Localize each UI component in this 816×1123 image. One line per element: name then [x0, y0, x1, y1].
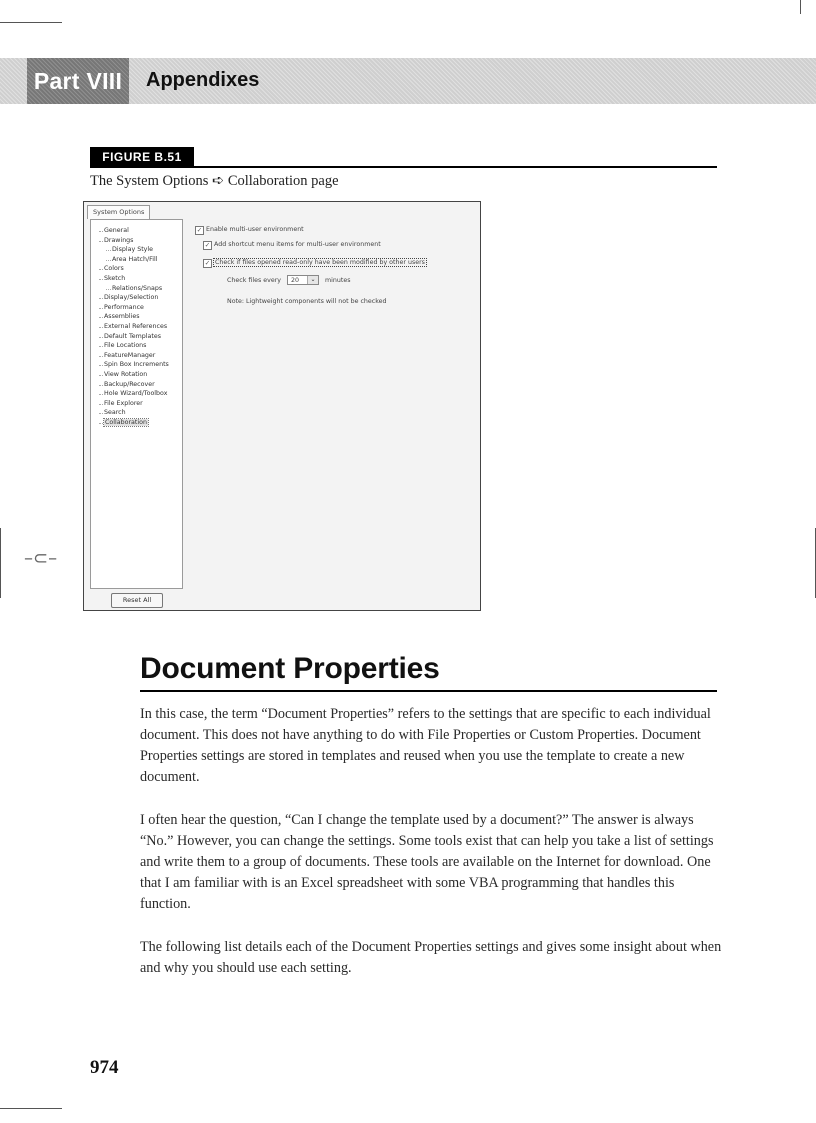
- add-shortcut-option[interactable]: [203, 240, 381, 250]
- body-paragraph: In this case, the term “Document Properties” refers to the settings that are specific to each individual document. This does not have anything to do with File Properties or Custom Properties. Document Properties settings are stored in templates and reused when you use the template to create a new document.: [140, 706, 711, 785]
- crop-mark: [800, 0, 801, 14]
- body-paragraph: I often hear the question, “Can I change the template used by a document?” The answer is always “No.” However, you can change the settings. Some tools exist that can help you take a list of settings and write them to a group of documents. These tools are available on the Internet for download. One that I am familiar with is an Excel spreadsheet with some VBA programming that handles this function.: [140, 812, 714, 912]
- tree-item-label: Relations/Snaps: [112, 284, 163, 292]
- page-number: 974: [90, 1057, 119, 1078]
- body-paragraph: The following list details each of the Document Properties settings and gives some insight about when and why you should use each setting.: [140, 939, 722, 976]
- tree-item-featuremanager[interactable]: [91, 351, 182, 361]
- enable-multiuser-label: Enable multi-user environment: [206, 226, 304, 233]
- tree-item-performance[interactable]: [91, 303, 182, 313]
- tree-item-label: Performance: [104, 303, 144, 311]
- running-header: [0, 58, 816, 104]
- tree-item-label: Colors: [104, 265, 124, 273]
- tree-item-label: Hole Wizard/Toolbox: [104, 390, 168, 398]
- tree-item-sketch[interactable]: [91, 274, 182, 284]
- tree-item-display-style[interactable]: [91, 245, 182, 255]
- check-interval-row: [227, 275, 351, 285]
- section-title: Document Properties: [140, 652, 440, 685]
- check-readonly-option[interactable]: [203, 258, 426, 268]
- figure-rule: [90, 166, 717, 168]
- enable-multiuser-checkbox[interactable]: ✓: [196, 226, 203, 234]
- tree-item-hole-wizard-toolbox[interactable]: [91, 389, 182, 399]
- part-title: Appendixes: [146, 69, 260, 91]
- tree-item-display-selection[interactable]: [91, 293, 182, 303]
- tab-system-options[interactable]: System Options: [87, 205, 150, 219]
- tree-item-label: File Explorer: [104, 399, 143, 407]
- add-shortcut-checkbox[interactable]: ✓: [204, 241, 211, 249]
- tree-item-label: Assemblies: [104, 313, 140, 321]
- add-shortcut-label: Add shortcut menu items for multi-user environment: [214, 241, 381, 248]
- enable-multiuser-option[interactable]: [195, 225, 304, 235]
- tree-item-label: Collaboration: [105, 418, 147, 426]
- tree-item-label: File Locations: [104, 342, 147, 350]
- tree-item-search[interactable]: [91, 408, 182, 418]
- registration-mark: –⊂–: [24, 548, 58, 569]
- tree-list: [91, 220, 182, 427]
- reset-all-button[interactable]: Reset All: [111, 593, 163, 608]
- tree-item-external-references[interactable]: [91, 322, 182, 332]
- tree-item-file-explorer[interactable]: [91, 399, 182, 409]
- crop-mark: [0, 1108, 62, 1109]
- tree-item-file-locations[interactable]: [91, 341, 182, 351]
- tree-item-label: External References: [104, 322, 168, 330]
- tree-item-general[interactable]: [91, 226, 182, 236]
- check-readonly-checkbox[interactable]: ✓: [204, 259, 211, 267]
- part-label: Part VIII: [27, 58, 129, 104]
- system-options-dialog: [83, 201, 481, 611]
- tree-item-label: Drawings: [104, 236, 134, 244]
- dropdown-arrow-icon[interactable]: ⌄: [307, 276, 318, 284]
- figure-caption: The System Options ➪ Collaboration page: [90, 173, 339, 189]
- tree-item-label: Search: [104, 409, 126, 417]
- tree-item-collaboration[interactable]: [91, 418, 182, 428]
- tree-item-label: Default Templates: [104, 332, 162, 340]
- check-interval-label: Check files every: [227, 277, 282, 284]
- section-rule: [140, 690, 717, 692]
- tree-item-label: Display Style: [112, 246, 154, 254]
- tree-item-label: Sketch: [104, 274, 126, 282]
- tree-item-assemblies[interactable]: [91, 312, 182, 322]
- check-interval-select[interactable]: [287, 275, 319, 285]
- tree-item-label: General: [104, 227, 129, 234]
- options-tree: [90, 219, 183, 589]
- tree-item-label: View Rotation: [104, 370, 148, 378]
- tree-item-label: Backup/Recover: [104, 380, 155, 388]
- tree-item-colors[interactable]: [91, 264, 182, 274]
- tree-item-label: Spin Box Increments: [104, 361, 169, 369]
- tree-item-drawings[interactable]: [91, 236, 182, 246]
- tree-item-view-rotation[interactable]: [91, 370, 182, 380]
- tree-item-label: Display/Selection: [104, 294, 159, 302]
- check-interval-value: 20: [291, 277, 300, 284]
- tree-item-label: Area Hatch/Fill: [112, 255, 158, 263]
- check-interval-unit: minutes: [325, 277, 351, 284]
- tree-item-default-templates[interactable]: [91, 332, 182, 342]
- tree-item-label: FeatureManager: [104, 351, 156, 359]
- tree-item-area-hatch-fill[interactable]: [91, 255, 182, 265]
- figure-label: FIGURE B.51: [90, 147, 194, 167]
- tree-item-spin-box-increments[interactable]: [91, 360, 182, 370]
- lightweight-note: Note: Lightweight components will not be checked: [227, 298, 387, 305]
- crop-mark: [0, 528, 1, 598]
- crop-mark: [0, 22, 62, 23]
- tree-item-backup-recover[interactable]: [91, 380, 182, 390]
- tree-item-relations-snaps[interactable]: [91, 284, 182, 294]
- check-readonly-label: Check if files opened read-only have been modified by other users: [215, 259, 425, 266]
